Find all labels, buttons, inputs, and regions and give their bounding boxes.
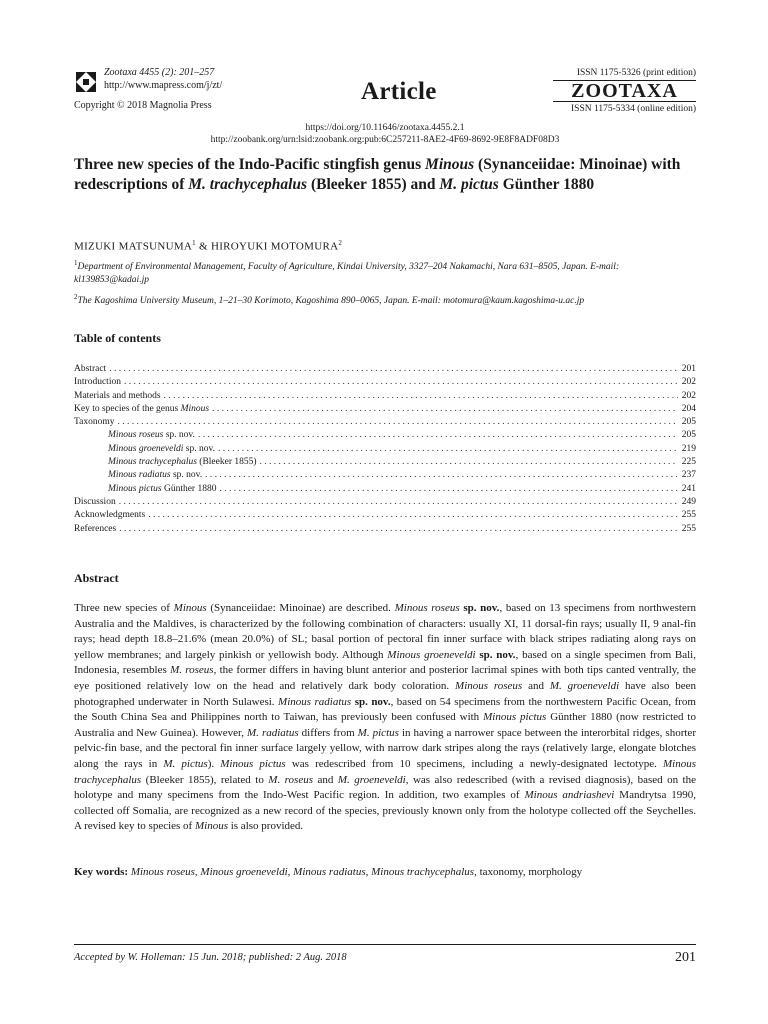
toc-label: Minous radiatus sp. nov. [108, 470, 203, 481]
toc-label: Introduction [74, 377, 121, 388]
toc-row[interactable] [74, 523, 696, 536]
toc-leader-dots [212, 403, 678, 416]
footer-divider [74, 944, 696, 945]
toc-page-number: 204 [681, 403, 696, 414]
toc-leader-dots [109, 363, 678, 376]
doi-link[interactable]: https://doi.org/10.11646/zootaxa.4455.2.1 [305, 123, 465, 133]
keywords-list: Minous roseus, Minous groeneveldi, Minous radiatus, Minous trachycephalus, taxonomy, morphology [130, 866, 583, 878]
toc-label: References [74, 523, 117, 534]
acceptance-note: Accepted by W. Holleman: 15 Jun. 2018; published: 2 Aug. 2018 [74, 952, 347, 963]
toc-page-number: 202 [681, 390, 696, 401]
toc-page-number: 205 [681, 417, 696, 428]
toc-label: Abstract [74, 364, 107, 374]
article-label: Article [361, 78, 437, 105]
issn-block [553, 67, 696, 115]
toc-label: Minous groeneveldi sp. nov. [108, 443, 215, 454]
toc-label: Minous pictus Günther 1880 [108, 483, 217, 494]
toc-heading: Table of contents [74, 331, 161, 345]
toc-row[interactable] [74, 416, 696, 429]
toc-leader-dots [218, 443, 678, 456]
toc-leader-dots [164, 390, 678, 403]
abstract-heading: Abstract [74, 571, 119, 585]
toc-page-number: 237 [681, 470, 696, 481]
affiliation-1: $^1$Department of Environmental Management, Faculty of Agriculture, Kindai University, 3327–204 Nakamachi, Nara 631–8505, Japan. E-mail: kl139853@kadai.jp [74, 259, 620, 286]
toc-row[interactable] [74, 456, 696, 469]
toc-row[interactable] [74, 443, 696, 456]
toc-page-number: 255 [681, 523, 696, 534]
keywords [74, 865, 696, 880]
toc-leader-dots [119, 496, 678, 509]
toc-leader-dots [205, 469, 678, 482]
authors: MIZUKI MATSUNUMA$^1$ & HIROYUKI MOTOMURA$^2$ [74, 239, 343, 253]
toc-row[interactable] [74, 376, 696, 389]
toc-row[interactable] [74, 496, 696, 509]
journal-brand: ZOOTAXA [553, 80, 696, 102]
toc-page-number: 255 [681, 510, 696, 521]
toc-row[interactable] [74, 390, 696, 403]
journal-info [74, 66, 222, 92]
toc-leader-dots [219, 483, 677, 496]
paper-title: Three new species of the Indo-Pacific stingfish genus Minous (Synanceiidae: Minoinae) with redescriptions of M. trachycephalus (Bleeker 1855) and M. pictus Günther 1880 [74, 156, 681, 193]
copyright: Copyright © 2018 Magnolia Press [74, 100, 212, 111]
toc-page-number: 201 [681, 364, 696, 374]
journal-logo-icon [74, 70, 98, 94]
toc-leader-dots [124, 376, 678, 389]
keywords-label: Key words: [74, 866, 129, 878]
toc-label: Key to species of the genus Minous [74, 403, 210, 414]
toc-page-number: 205 [681, 430, 696, 441]
toc-label: Acknowledgments [74, 510, 146, 521]
toc-leader-dots [118, 416, 678, 429]
toc-page-number: 241 [681, 483, 696, 494]
toc-label: Taxonomy [74, 417, 115, 428]
journal-citation: Zootaxa 4455 (2): 201–257 [104, 67, 215, 78]
toc-page-number: 225 [681, 457, 696, 468]
toc-page-number: 202 [681, 377, 696, 388]
toc-leader-dots [198, 429, 678, 442]
issn-print: ISSN 1175-5326 (print edition) [576, 68, 696, 78]
toc-page-number: 249 [681, 496, 696, 507]
toc-row[interactable] [74, 403, 696, 416]
doi-block [74, 122, 696, 146]
table-of-contents [74, 363, 696, 536]
toc-row[interactable] [74, 429, 696, 442]
toc-leader-dots [260, 456, 678, 469]
toc-row[interactable] [74, 509, 696, 522]
toc-label: Discussion [74, 496, 116, 507]
toc-leader-dots [119, 523, 678, 536]
toc-leader-dots [148, 509, 678, 522]
journal-url[interactable]: http://www.mapress.com/j/zt/ [104, 80, 223, 91]
affiliation-2: $^2$The Kagoshima University Museum, 1–21–30 Korimoto, Kagoshima 890–0065, Japan. E-mail: motomura@kaum.kagoshima-u.ac.jp [74, 293, 585, 307]
toc-page-number: 219 [681, 443, 696, 454]
abstract-text: Three new species of Minous (Synanceiidae: Minoinae) are described. Minous roseus sp. nov., based on 13 specimens from northwestern Australia and the Maldives, is characterized by the following combination of characters: usually XI, 11 dorsal-fin rays; usually II, 9 anal-fin rays; head depth 18.8–21.6% (mean 20.0%) of SL; basal portion of pectoral fin inner surface with black stripes radiating along rays on yellow membranes; and largely pinkish or yellowish body. Although Minous groeneveldi sp. nov., based on a single specimen from Bali, Indonesia, resembles M. roseus, the former differs in having blunt anterior and posterior lacrimal spines with both tips canted ventrally, the eye positioned relatively low on the head and relatively dark body coloration. Minous roseus and M. groeneveldi have also been photographed underwater in North Sulawesi. Minous radiatus sp. nov., based on 54 specimens from the northwestern Pacific Ocean, from the South China Sea and Philippines north to Taiwan, has previously been confused with Minous pictus Günther 1880 (now restricted to Australia and New Guinea). However, M. radiatus differs from M. pictus in having a narrower space between the interorbital ridges, shorter pelvic-fin base, and the pectoral fin inner surface largely yellow, with narrow dark stripes along the rays (relatively large, elongate blotches along the rays in M. pictus). Minous pictus was redescribed from 10 specimens, including a newly-designated lectotype. Minous trachycephalus (Bleeker 1855), related to M. roseus and M. groeneveldi, was also redescribed (with a revised diagnosis), based on the holotype and many specimens from the Indo-West Pacific region. In addition, two examples of Minous andriashevi Mandrytsa 1990, collected off Somalia, are recognized as a new record of the species, previously known only from the holotype collected off the Seychelles. A revised key to species of Minous is also provided. [74, 602, 697, 833]
affiliations [74, 257, 696, 312]
toc-label: Minous trachycephalus (Bleeker 1855) [108, 457, 257, 468]
page-number: 201 [675, 950, 696, 965]
toc-label: Materials and methods [74, 390, 161, 401]
zoobank-link[interactable]: http://zoobank.org/urn:lsid:zoobank.org:pub:6C257211-8AE2-4F69-8692-9E8F8ADF08D3 [210, 135, 560, 145]
toc-label: Minous roseus sp. nov. [108, 430, 195, 441]
toc-row[interactable] [74, 483, 696, 496]
toc-row[interactable] [74, 469, 696, 482]
issn-online: ISSN 1175-5334 (online edition) [571, 104, 696, 114]
toc-row[interactable] [74, 363, 696, 376]
